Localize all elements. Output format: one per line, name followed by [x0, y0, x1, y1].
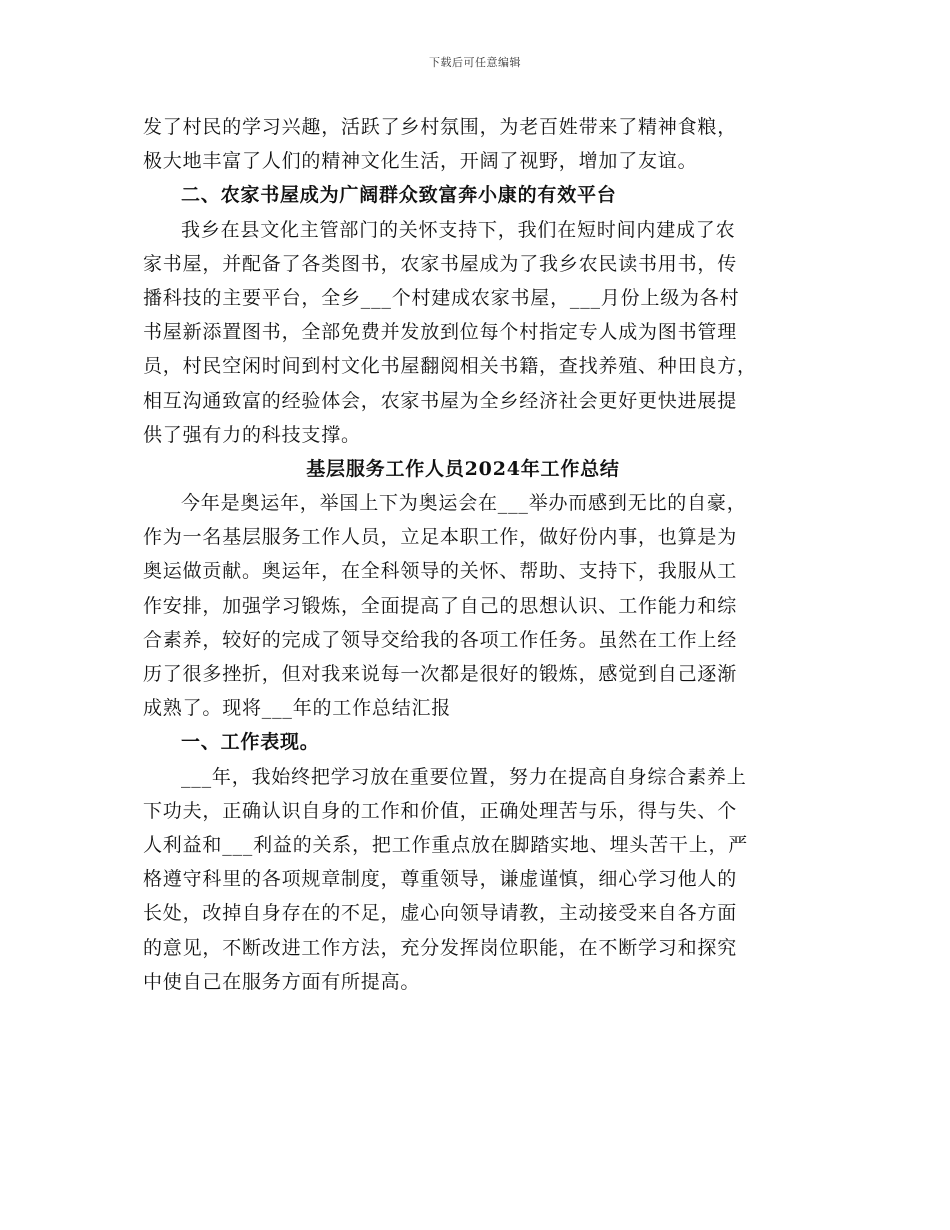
text-line-16: 合素养，较好的完成了领导交给我的各项工作任务。虽然在工作上经	[143, 628, 738, 651]
section-heading-1: 一、工作表现。	[181, 731, 320, 754]
text-line-23: 格遵守科里的各项规章制度，尊重领导，谦虚谨慎，细心学习他人的	[143, 868, 738, 891]
text-line-6: 播科技的主要平台，全乡___个村建成农家书屋，___月份上级为各村	[143, 286, 740, 309]
text-line-18: 成熟了。现将___年的工作总结汇报	[143, 697, 452, 720]
text-line-15: 作安排，加强学习锻炼，全面提高了自己的思想认识、工作能力和综	[143, 594, 738, 617]
document-title: 基层服务工作人员2024年工作总结	[306, 457, 620, 480]
text-line-10: 供了强有力的科技支撑。	[143, 423, 361, 446]
text-line-25: 的意见，不断改进工作方法，充分发挥岗位职能，在不断学习和探究	[143, 936, 738, 959]
text-line-22: 人利益和___利益的关系，把工作重点放在脚踏实地、埋头苦干上，严	[143, 833, 749, 856]
text-line-5: 家书屋，并配备了各类图书，农家书屋成为了我乡农民读书用书，传	[143, 252, 738, 275]
text-line-7: 书屋新添置图书，全部免费并发放到位每个村指定专人成为图书管理	[143, 321, 738, 344]
text-line-14: 奥运做贡献。奥运年，在全科领导的关怀、帮助、支持下，我服从工	[143, 560, 738, 583]
text-line-13: 作为一名基层服务工作人员，立足本职工作，做好份内事，也算是为	[143, 526, 738, 549]
section-heading-2: 二、农家书屋成为广阔群众致富奔小康的有效平台	[181, 184, 617, 207]
text-line-12: 今年是奥运年，举国上下为奥运会在___举办而感到无比的自豪，	[181, 492, 747, 515]
text-line-20: ___年，我始终把学习放在重要位置，努力在提高自身综合素养上	[181, 765, 747, 788]
text-line-9: 相互沟通致富的经验体会，农家书屋为全乡经济社会更好更快进展提	[143, 389, 738, 412]
text-line-1: 发了村民的学习兴趣，活跃了乡村氛围，为老百姓带来了精神食粮，	[143, 116, 738, 138]
text-line-17: 历了很多挫折，但对我来说每一次都是很好的锻炼，感觉到自己逐渐	[143, 663, 738, 685]
text-line-21: 下功夫，正确认识自身的工作和价值，正确处理苦与乐，得与失、个	[143, 799, 738, 822]
text-line-2: 极大地丰富了人们的精神文化生活，开阔了视野，增加了友谊。	[143, 150, 698, 173]
text-line-4: 我乡在县文化主管部门的关怀支持下，我们在短时间内建成了农	[181, 218, 736, 241]
text-line-8: 员，村民空闲时间到村文化书屋翻阅相关书籍，查找养殖、种田良方，	[143, 355, 757, 378]
page-header: 下载后可任意编辑	[429, 56, 521, 69]
text-line-24: 长处，改掉自身存在的不足，虚心向领导请教，主动接受来自各方面	[143, 902, 738, 925]
text-line-26: 中使自己在服务方面有所提高。	[143, 970, 421, 993]
document-body	[143, 110, 823, 999]
